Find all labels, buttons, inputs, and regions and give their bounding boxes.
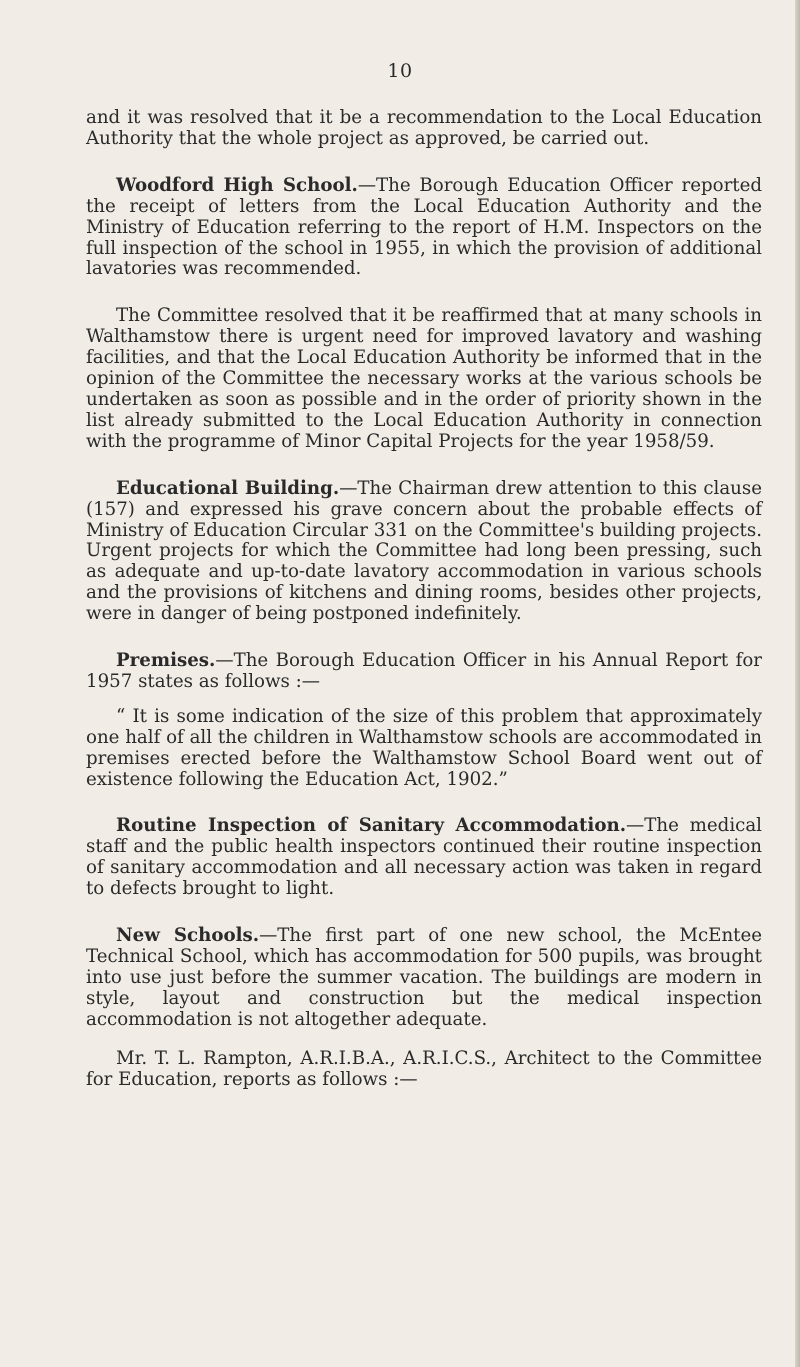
- paragraph-new-schools: [86, 926, 762, 1031]
- paragraph-text: —The Borough Education Officer in his Annual Report for 1957 states as follows :—: [86, 650, 762, 692]
- paragraph-text: Mr. T. L. Rampton, A.R.I.B.A., A.R.I.C.S., Architect to the Committee for Education, reports as follows :—: [86, 1047, 762, 1090]
- paragraph-educational-building: [86, 479, 762, 625]
- paragraph-text: and it was resolved that it be a recommendation to the Local Education Authority that the whole project as approved, be carried out.: [86, 107, 762, 149]
- section-heading: Woodford High School.: [116, 174, 358, 196]
- section-heading: Premises.: [116, 650, 216, 672]
- page-number: 10: [387, 60, 413, 82]
- paragraph-woodford-high-school: [86, 176, 762, 281]
- paragraph-recommendation: [86, 108, 762, 150]
- paragraph-text: —The Borough Education Officer reported the receipt of letters from the Local Education Authority and the Ministry of Education referring to the report of H.M. Inspectors on the full inspection of the school in 1955, in which the provision of additional lavatories was recommended.: [86, 174, 762, 280]
- paragraph-committee-resolution: [86, 306, 762, 452]
- paragraph-text: —The medical staff and the public health inspectors continued their routine inspection of sanitary accommodation and all necessary action was taken in regard to defects brought to light.: [86, 815, 762, 900]
- paragraph-architect-report: [86, 1049, 762, 1091]
- section-heading: Educational Building.: [116, 477, 340, 499]
- section-heading: Routine Inspection of Sanitary Accommodation.: [116, 815, 627, 837]
- quotation: [86, 707, 762, 791]
- section-heading: New Schools.: [116, 925, 260, 947]
- page-edge: [795, 0, 800, 1367]
- paragraph-text: —The Chairman drew attention to this clause (157) and expressed his grave concern about the probable effects of Ministry of Education Circular 331 on the Committee's building projects. Urgent projects for which the Committee had long been pressing, such as adequate and up-to-date lavatory accommodation in various schools and the provisions of kitchens and dining rooms, besides other projects, were in danger of being postponed indefinitely.: [86, 477, 762, 625]
- quotation-text: “ It is some indication of the size of this problem that approximately one half of all the children in Walthamstow schools are accommodated in premises erected before the Walthamstow School Board went out of existence following the Education Act, 1902.”: [86, 705, 762, 790]
- paragraph-text: —The first part of one new school, the McEntee Technical School, which has accommodation for 500 pupils, was brought into use just before the summer vacation. The buildings are modern in style, layout and construction but the medical inspection accommodation is not altogether adequate.: [86, 925, 762, 1030]
- document-body: [86, 108, 762, 1116]
- paragraph-text: The Committee resolved that it be reaffirmed that at many schools in Walthamstow there is urgent need for improved lavatory and washing facilities, and that the Local Education Authority be informed that in the opinion of the Committee the necessary works at the various schools be undertaken as soon as possible and in the order of priority shown in the list already submitted to the Local Education Authority in connection with the programme of Minor Capital Projects for the year 1958/59.: [86, 305, 762, 452]
- paragraph-routine-inspection: [86, 816, 762, 900]
- paragraph-premises: [86, 651, 762, 693]
